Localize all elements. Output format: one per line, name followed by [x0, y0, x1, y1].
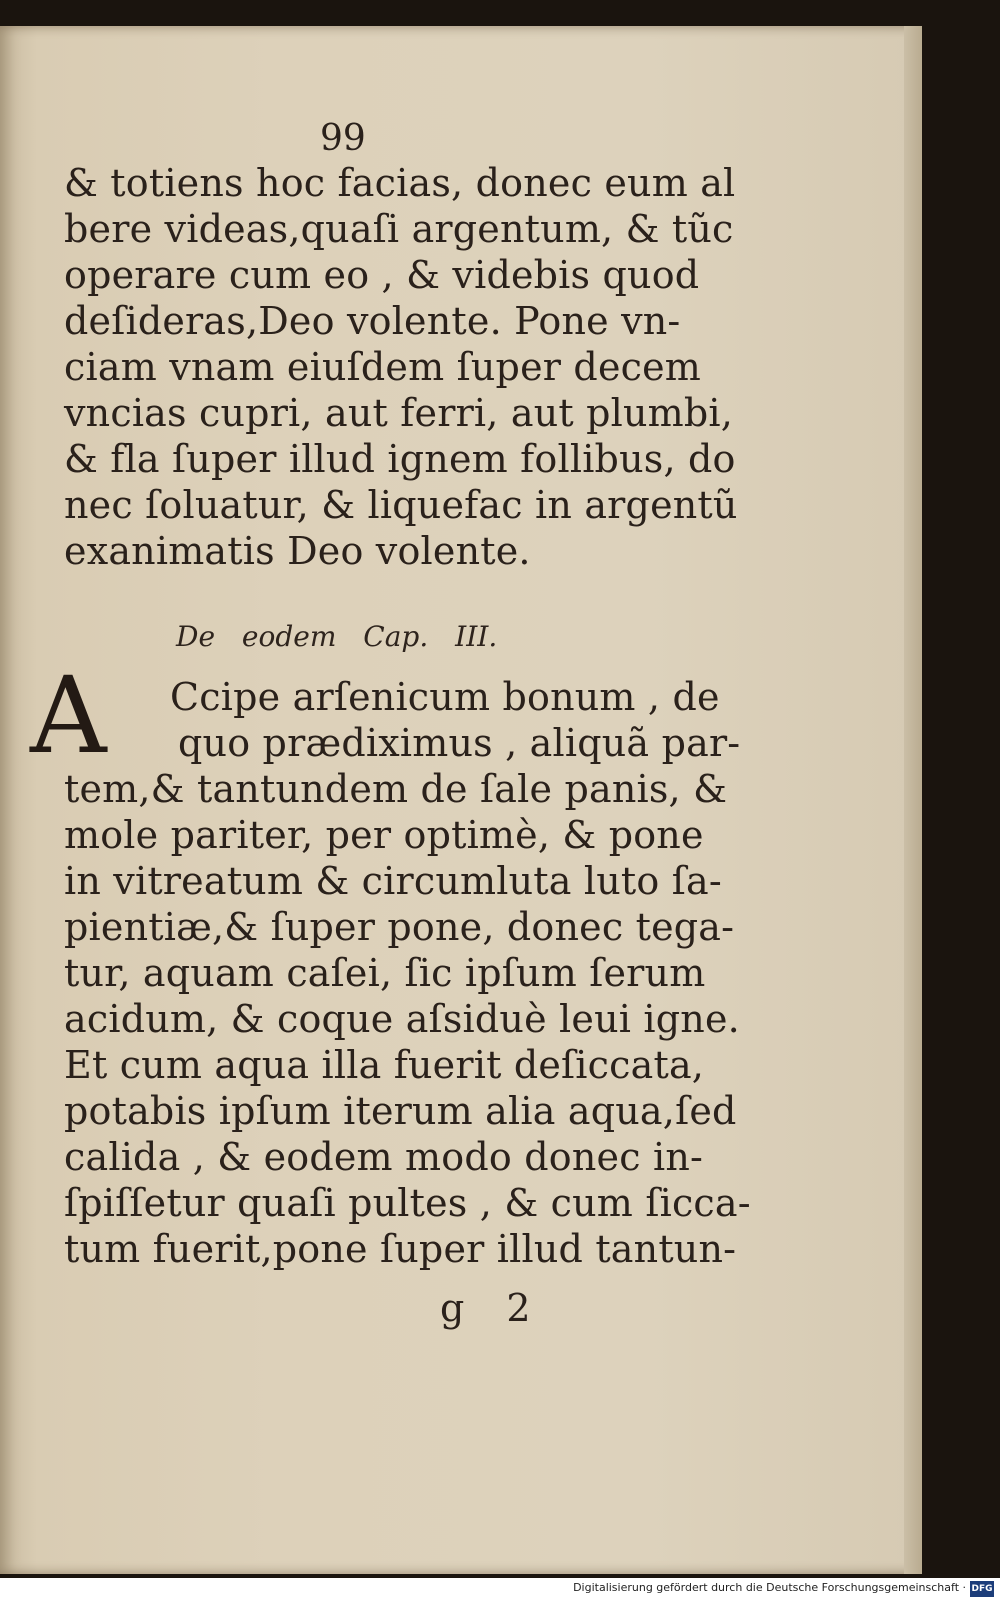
chapter-heading: De eodem Cap. III.: [176, 620, 498, 653]
page-edge: [904, 26, 922, 1574]
text-line: pientiæ,& ſuper pone, donec tega-: [64, 905, 735, 949]
signature-mark: g 2: [440, 1286, 531, 1330]
text-line: tur, aquam caſei, ſic ipſum ſerum: [64, 951, 706, 995]
text-line: tem,& tantundem de ſale panis, &: [64, 767, 728, 811]
text-line: in vitreatum & circumluta luto ſa-: [64, 859, 722, 903]
drop-cap: A: [30, 654, 107, 777]
dfg-logo: [970, 1581, 994, 1597]
text-line: bere videas,quaſi argentum, & tũc: [64, 207, 734, 251]
text-line: ſpiſſetur quaſi pultes , & cum ſicca-: [64, 1181, 751, 1225]
text-line: exanimatis Deo volente.: [64, 529, 531, 573]
text-line: vncias cupri, aut ferri, aut plumbi,: [64, 391, 734, 435]
text-line: acidum, & coque aſsiduè leui igne.: [64, 997, 740, 1041]
text-line: mole pariter, per optimè, & pone: [64, 813, 704, 857]
page-number: 99: [320, 118, 366, 159]
text-line: potabis ipſum iterum alia aqua,ſed: [64, 1089, 737, 1133]
text-line: Et cum aqua illa fuerit deſiccata,: [64, 1043, 705, 1087]
dfg-logo-text: DFG: [971, 1584, 993, 1594]
text-line: & totiens hoc facias, donec eum al: [64, 161, 736, 205]
text-line: Ccipe arſenicum bonum , de: [170, 675, 720, 719]
text-line: ciam vnam eiuſdem ſuper decem: [64, 345, 702, 389]
text-line: operare cum eo , & videbis quod: [64, 253, 700, 297]
text-line: calida , & eodem modo donec in-: [64, 1135, 704, 1179]
text-line: quo prædiximus , aliquã par-: [178, 721, 741, 765]
text-line: & fla ſuper illud ignem follibus, do: [64, 437, 736, 481]
text-line: nec ſoluatur, & liquefac in argentũ: [64, 483, 738, 527]
text-line: tum fuerit,pone ſuper illud tantun-: [64, 1227, 737, 1271]
funding-credit: Digitalisierung gefördert durch die Deutsche Forschungsgemeinschaft ·: [573, 1581, 966, 1594]
text-line: deſideras,Deo volente. Pone vn-: [64, 299, 681, 343]
